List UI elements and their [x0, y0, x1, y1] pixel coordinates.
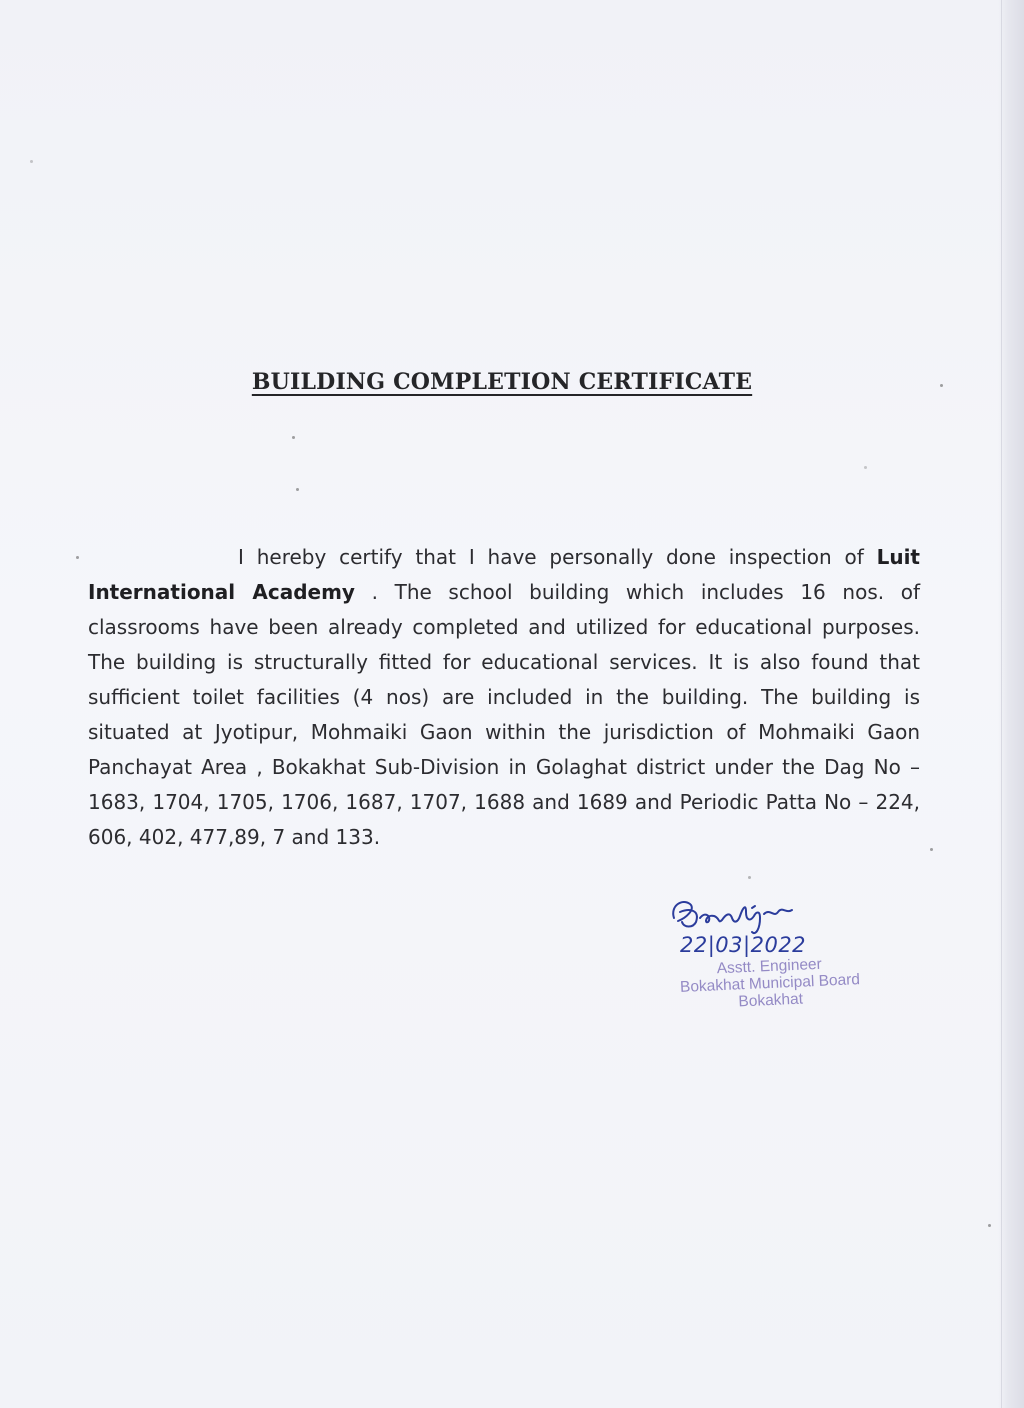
paper-edge-line [1001, 0, 1002, 1408]
paper-speck [76, 556, 79, 559]
signature-date: 22|03|2022 [680, 933, 807, 957]
certificate-title-text: BUILDING COMPLETION CERTIFICATE [251, 369, 753, 395]
paper-speck [30, 160, 33, 163]
paragraph-intro: I hereby certify that I have personally done inspection of [238, 545, 877, 569]
certificate-title [0, 369, 1004, 395]
paragraph-details: . The school building which includes 16 nos. of classrooms have been already completed and utilized for educational purposes. The building is structurally fitted for educational services. It is also found that sufficient toilet facilities (4 nos) are included in the building. The building is situated at Jyotipur, Mohmaiki Gaon within the jurisdiction of Mohmaiki Gaon Panchayat Area , Bokakhat Sub-Division in Golaghat district under the Dag No – 1683, 1704, 1705, 1706, 1687, 1707, 1688 and 1689 and Periodic Patta No – 224, 606, 402, 477,89, 7 and 133. [88, 580, 921, 849]
handwritten-signature [660, 888, 860, 958]
paper-speck [748, 876, 751, 879]
certificate-body [88, 540, 920, 855]
paper-speck [292, 436, 295, 439]
paper-speck [988, 1224, 991, 1227]
paper-speck [296, 488, 299, 491]
certificate-paragraph [88, 540, 920, 855]
stamp-line-designation: Asstt. Engineer [716, 955, 823, 978]
stamp-line-office: Bokakhat Municipal Board [679, 971, 861, 996]
paper-speck [930, 848, 933, 851]
official-stamp [639, 952, 901, 1014]
school-name: Luit International Academy [88, 545, 920, 604]
stamp-line-place: Bokakhat [738, 990, 804, 1011]
paper-speck [864, 466, 867, 469]
